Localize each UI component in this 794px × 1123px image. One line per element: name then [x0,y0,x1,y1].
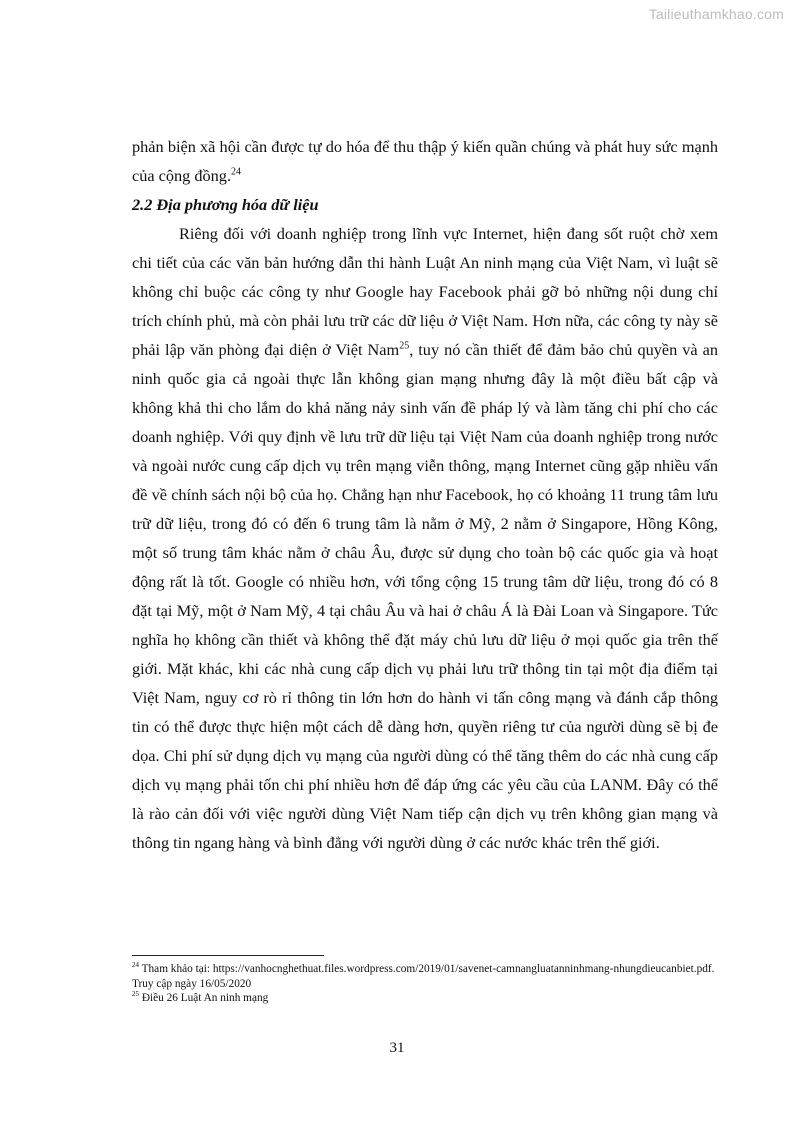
footnote-item [132,991,718,1006]
body-text-part1: Riêng đối với doanh nghiệp trong lĩnh vực Internet, hiện đang sốt ruột chờ xem chi tiết của các văn bản hướng dẫn thi hành Luật An ninh mạng của Việt Nam, vì luật sẽ không chỉ buộc các công ty như Google hay Facebook phải gỡ bỏ những nội dung chỉ trích chính phủ, mà còn phải lưu trữ các dữ liệu ở Việt Nam. Hơn nữa, các công ty này sẽ phải lập văn phòng đại diện ở Việt Nam [132,224,718,359]
footnote-item [132,962,718,991]
footnote-ref-24[interactable]: 24 [231,166,242,178]
page-body [132,132,718,857]
footnote-text: Điều 26 Luật An ninh mạng [141,992,269,1004]
watermark-text: Tailieuthamkhao.com [648,6,784,22]
footnote-ref-25[interactable]: 25 [399,340,410,352]
footnote-number: 24 [132,961,139,970]
footnote-number: 25 [132,990,139,999]
intro-paragraph [132,132,718,190]
footnote-text: Tham khảo tại: https://vanhocnghethuat.files.wordpress.com/2019/01/savenet-camnangluatanninhmang-nhungdieucanbiet.pdf. Truy cập ngày 16/05/2020 [132,963,715,990]
footnote-divider [132,955,324,956]
intro-text: phản biện xã hội cần được tự do hóa để thu thập ý kiến quần chúng và phát huy sức mạnh của cộng đồng. [132,137,718,185]
section-heading: 2.2 Địa phương hóa dữ liệu [132,195,319,214]
footnotes [132,962,718,1006]
page-number: 31 [389,1040,405,1056]
body-text-part2: , tuy nó cần thiết để đảm bảo chủ quyền và an ninh quốc gia cả ngoài thực lẫn không gian mạng nhưng đây là một điều bất cập và không khả thi cho lắm do khả năng nảy sinh vấn đề pháp lý và làm tăng chi phí cho các doanh nghiệp. Với quy định về lưu trữ dữ liệu tại Việt Nam của doanh nghiệp trong nước và ngoài nước cung cấp dịch vụ trên mạng viễn thông, mạng Internet cũng gặp nhiều vấn đề về chính sách nội bộ của họ. Chẳng hạn như Facebook, họ có khoảng 11 trung tâm lưu trữ dữ liệu, trong đó có đến 6 trung tâm là nằm ở Mỹ, 2 nằm ở Singapore, Hồng Kông, một số trung tâm khác nằm ở châu Âu, được sử dụng cho toàn bộ các quốc gia và hoạt động rất là tốt. Google có nhiều hơn, với tổng cộng 15 trung tâm dữ liệu, trong đó có 8 đặt tại Mỹ, một ở Nam Mỹ, 4 tại châu Âu và hai ở châu Á là Đài Loan và Singapore. Tức nghĩa họ không cần thiết và không thể đặt máy chủ lưu dữ liệu ở mọi quốc gia trên thế giới. Mặt khác, khi các nhà cung cấp dịch vụ phải lưu trữ thông tin tại một địa điểm tại Việt Nam, nguy cơ rò rỉ thông tin lớn hơn do hành vi tấn công mạng và đánh cắp thông tin có thể được thực hiện một cách dễ dàng hơn, quyền riêng tư của người dùng sẽ bị đe dọa. Chi phí sử dụng dịch vụ mạng của người dùng có thể tăng thêm do các nhà cung cấp dịch vụ mạng phải tốn chi phí nhiều hơn để đáp ứng các yêu cầu của LANM. Đây có thể là rào cản đối với việc người dùng Việt Nam tiếp cận dịch vụ trên không gian mạng và thông tin ngang hàng và bình đẳng với người dùng ở các nước khác trên thế giới. [132,340,718,852]
body-paragraph [132,219,718,857]
